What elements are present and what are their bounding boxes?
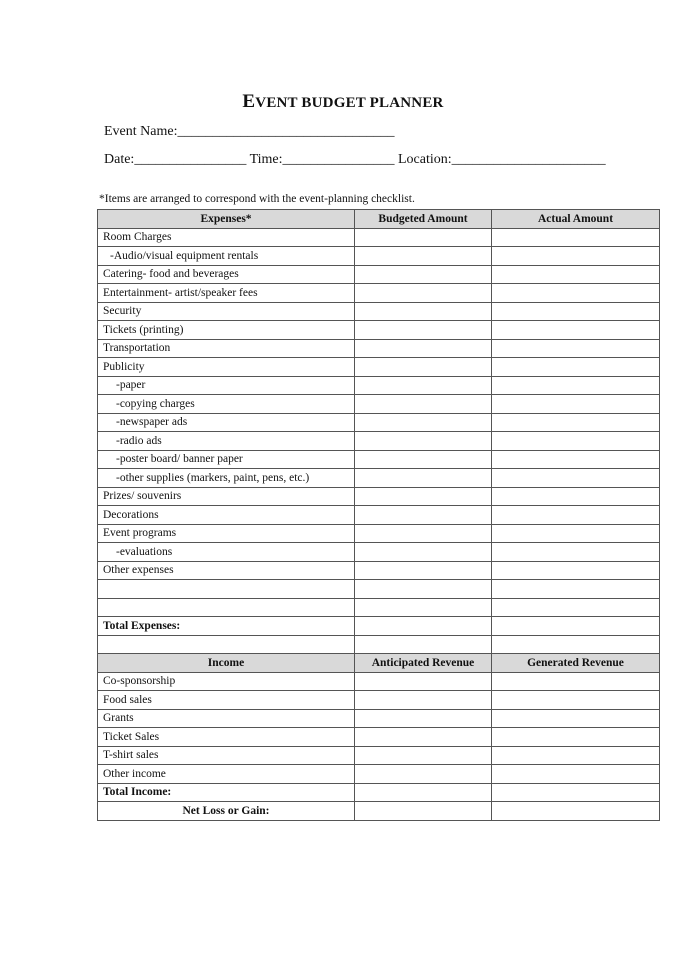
income-row: [98, 709, 660, 728]
budget-cell[interactable]: [355, 802, 492, 821]
actual-cell[interactable]: [492, 746, 660, 765]
expense-row: [98, 413, 660, 432]
budgeted-amount-header: Budgeted Amount: [355, 210, 492, 229]
row-label: -paper: [98, 376, 355, 395]
actual-cell[interactable]: [492, 487, 660, 506]
row-label: -copying charges: [98, 395, 355, 414]
actual-cell[interactable]: [492, 432, 660, 451]
budget-cell[interactable]: [355, 302, 492, 321]
actual-cell[interactable]: [492, 598, 660, 617]
row-label: Food sales: [98, 691, 355, 710]
income-row: [98, 765, 660, 784]
expense-row: [98, 321, 660, 340]
budget-cell[interactable]: [355, 561, 492, 580]
actual-cell[interactable]: [492, 524, 660, 543]
row-label: Security: [98, 302, 355, 321]
actual-cell[interactable]: [492, 339, 660, 358]
row-label: [98, 635, 355, 654]
row-label: -other supplies (markers, paint, pens, etc.): [98, 469, 355, 488]
expense-row: [98, 247, 660, 266]
row-label: Catering- food and beverages: [98, 265, 355, 284]
actual-cell[interactable]: [492, 321, 660, 340]
income-row: [98, 672, 660, 691]
row-label: Tickets (printing): [98, 321, 355, 340]
header-cell: Anticipated Revenue: [355, 654, 492, 673]
row-label: -Audio/visual equipment rentals: [98, 247, 355, 266]
budget-cell[interactable]: [355, 358, 492, 377]
title-rest: VENT BUDGET PLANNER: [255, 95, 444, 111]
actual-cell[interactable]: [492, 302, 660, 321]
expense-row: [98, 450, 660, 469]
budget-cell[interactable]: [355, 450, 492, 469]
row-label: -evaluations: [98, 543, 355, 562]
budget-cell[interactable]: [355, 598, 492, 617]
row-label: Other expenses: [98, 561, 355, 580]
row-label: Total Expenses:: [98, 617, 355, 636]
row-label: Decorations: [98, 506, 355, 525]
actual-cell[interactable]: [492, 561, 660, 580]
budget-cell[interactable]: [355, 543, 492, 562]
blank-row: [98, 635, 660, 654]
row-label: Prizes/ souvenirs: [98, 487, 355, 506]
actual-cell[interactable]: [492, 543, 660, 562]
expense-row: [98, 395, 660, 414]
actual-cell[interactable]: [492, 247, 660, 266]
expenses-header: Expenses*: [98, 210, 355, 229]
actual-cell[interactable]: [492, 228, 660, 247]
expense-row: [98, 561, 660, 580]
expense-row: [98, 432, 660, 451]
actual-cell[interactable]: [492, 450, 660, 469]
budget-cell[interactable]: [355, 376, 492, 395]
row-label: Room Charges: [98, 228, 355, 247]
budget-cell[interactable]: [355, 413, 492, 432]
actual-cell[interactable]: [492, 802, 660, 821]
expense-row: [98, 228, 660, 247]
income-header-row: [98, 654, 660, 673]
row-label: Event programs: [98, 524, 355, 543]
row-label: Entertainment- artist/speaker fees: [98, 284, 355, 303]
header-cell: Generated Revenue: [492, 654, 660, 673]
expense-row: [98, 339, 660, 358]
budget-cell[interactable]: [355, 728, 492, 747]
budget-cell[interactable]: [355, 783, 492, 802]
row-label: -radio ads: [98, 432, 355, 451]
expense-row: [98, 598, 660, 617]
budget-cell[interactable]: [355, 469, 492, 488]
actual-amount-header: Actual Amount: [492, 210, 660, 229]
actual-cell[interactable]: [492, 265, 660, 284]
income-row: [98, 746, 660, 765]
expense-row: [98, 506, 660, 525]
income-row: [98, 691, 660, 710]
event-name-field[interactable]: Event Name:_______________________________: [104, 124, 395, 139]
expense-row: [98, 543, 660, 562]
budget-cell[interactable]: [355, 487, 492, 506]
income-row: [98, 728, 660, 747]
row-label: [98, 598, 355, 617]
budget-cell[interactable]: [355, 432, 492, 451]
expenses-header-row: [98, 210, 660, 229]
actual-cell[interactable]: [492, 635, 660, 654]
budget-cell[interactable]: [355, 709, 492, 728]
actual-cell[interactable]: [492, 395, 660, 414]
row-label: Ticket Sales: [98, 728, 355, 747]
actual-cell[interactable]: [492, 376, 660, 395]
actual-cell[interactable]: [492, 469, 660, 488]
row-label: Grants: [98, 709, 355, 728]
actual-cell[interactable]: [492, 672, 660, 691]
budget-table: [97, 209, 660, 821]
actual-cell[interactable]: [492, 709, 660, 728]
expense-row: [98, 284, 660, 303]
expense-row: [98, 487, 660, 506]
actual-cell[interactable]: [492, 728, 660, 747]
checklist-note: *Items are arranged to correspond with the event-planning checklist.: [99, 193, 415, 205]
actual-cell[interactable]: [492, 580, 660, 599]
actual-cell[interactable]: [492, 765, 660, 784]
date-time-location-fields[interactable]: Date:________________ Time:________________ Location:______________________: [104, 152, 606, 167]
budget-cell[interactable]: [355, 617, 492, 636]
row-label: Co-sponsorship: [98, 672, 355, 691]
actual-cell[interactable]: [492, 358, 660, 377]
expense-row: [98, 358, 660, 377]
row-label: T-shirt sales: [98, 746, 355, 765]
title-initial: E: [242, 91, 256, 112]
row-label: Total Income:: [98, 783, 355, 802]
budget-cell[interactable]: [355, 395, 492, 414]
budget-cell[interactable]: [355, 746, 492, 765]
total-income-row: [98, 783, 660, 802]
row-label: Publicity: [98, 358, 355, 377]
row-label: Net Loss or Gain:: [98, 802, 355, 821]
budget-cell[interactable]: [355, 247, 492, 266]
expense-row: [98, 265, 660, 284]
budget-cell[interactable]: [355, 321, 492, 340]
actual-cell[interactable]: [492, 506, 660, 525]
header-cell: Income: [98, 654, 355, 673]
budget-cell[interactable]: [355, 580, 492, 599]
budget-cell[interactable]: [355, 672, 492, 691]
expense-row: [98, 376, 660, 395]
budget-cell[interactable]: [355, 284, 492, 303]
budget-cell[interactable]: [355, 635, 492, 654]
page-title: [0, 91, 686, 113]
budget-cell[interactable]: [355, 265, 492, 284]
row-label: [98, 580, 355, 599]
actual-cell[interactable]: [492, 783, 660, 802]
actual-cell[interactable]: [492, 691, 660, 710]
row-label: -poster board/ banner paper: [98, 450, 355, 469]
net-loss-gain-row: [98, 802, 660, 821]
actual-cell[interactable]: [492, 284, 660, 303]
expense-row: [98, 469, 660, 488]
budget-cell[interactable]: [355, 506, 492, 525]
actual-cell[interactable]: [492, 413, 660, 432]
row-label: -newspaper ads: [98, 413, 355, 432]
budget-cell[interactable]: [355, 339, 492, 358]
row-label: Other income: [98, 765, 355, 784]
expense-row: [98, 580, 660, 599]
budget-cell[interactable]: [355, 691, 492, 710]
row-label: Transportation: [98, 339, 355, 358]
total-expenses-row: [98, 617, 660, 636]
budget-cell[interactable]: [355, 228, 492, 247]
actual-cell[interactable]: [492, 617, 660, 636]
expense-row: [98, 302, 660, 321]
expense-row: [98, 524, 660, 543]
budget-cell[interactable]: [355, 524, 492, 543]
budget-cell[interactable]: [355, 765, 492, 784]
